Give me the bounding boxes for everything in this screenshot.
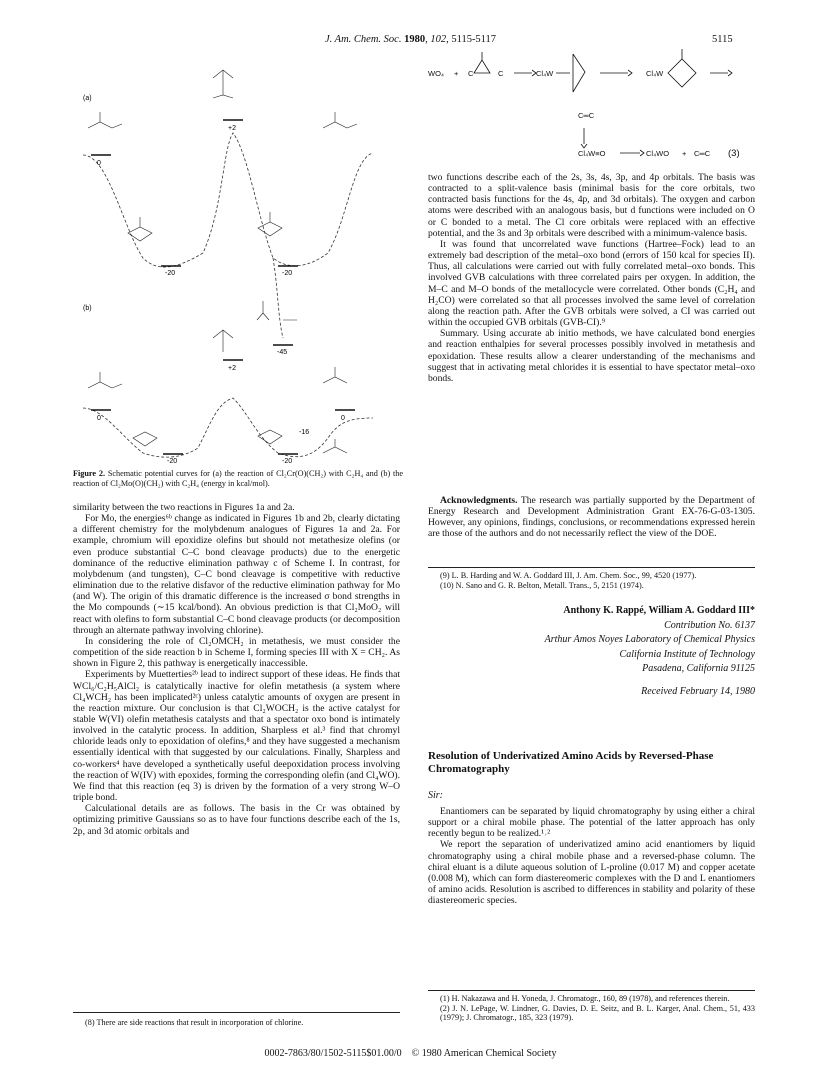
journal-volume: 102 bbox=[430, 34, 447, 45]
eq3-plus2: + bbox=[682, 149, 687, 158]
eq3-c2: C bbox=[498, 69, 504, 78]
energy-a-0: 0 bbox=[97, 160, 101, 167]
structure-sketch bbox=[213, 330, 233, 352]
structure-sketch bbox=[133, 432, 157, 446]
paragraph: It was found that uncorrelated wave functions (Hartree–Fock) lead to an extremely bad description of the metal–oxo bond (errors of 150 kcal for species II). Thus, all calculations were carried out with fully correlated metal–oxo bonds. This involved GVB calculations with three correlated pairs per oxygen. In addition, the M–C and M–O bonds of the metallocycle were correlated. Other bonds (C₂H₄ and H₂CO) were correlated so that all processes involved the same level of correlation along the reaction path. After the GVB orbitals were solved, a CI was carried out within the occupied GVB orbitals (GVB-CI).⁹ bbox=[428, 238, 755, 329]
sir: Sir: bbox=[428, 790, 443, 801]
footer bbox=[0, 1048, 821, 1059]
footnote-9: (9) L. B. Harding and W. A. Goddard III, J. Am. Chem. Soc., 99, 4520 (1977). bbox=[440, 571, 697, 580]
left-column bbox=[73, 502, 400, 837]
journal-pages: , 5115-5117 bbox=[446, 34, 497, 45]
equation-3 bbox=[428, 40, 758, 165]
footnotes-1-2 bbox=[428, 994, 755, 1023]
energy-b-20a: -20 bbox=[167, 458, 178, 465]
structure-sketch bbox=[258, 430, 282, 444]
eq3-w-triple-o: Cl₄W≡O bbox=[578, 149, 606, 158]
footnotes-9-10 bbox=[428, 571, 755, 590]
structure-sketch bbox=[88, 372, 122, 388]
panel-a-label: (a) bbox=[83, 95, 92, 102]
right-column-top bbox=[428, 172, 755, 384]
page-number: 5115 bbox=[712, 34, 733, 45]
energy-a-45: -45 bbox=[277, 349, 288, 356]
arrowhead-down bbox=[581, 144, 587, 148]
article-2-title: Resolution of Underivatized Amino Acids by Reversed-Phase Chromatography bbox=[428, 750, 714, 775]
eq3-cl4wo: Cl₄WO bbox=[646, 149, 670, 158]
paragraph: We report the separation of underivatized amino acid enantiomers by liquid chromatography using a chiral mobile phase and a reversed-phase column. The chiral eluant is a dilute aqueous solution of L-proline (0.017 M) and copper acetate (0.008 M), which can form diastereomeric complexes with the D and L enantiomers of amino acids. Resolution is ascribed to differences in stability and polarity of these diastereomeric species. bbox=[428, 839, 755, 907]
eq3-c1: C bbox=[468, 69, 474, 78]
footnote-8: (8) There are side reactions that result in incorporation of chlorine. bbox=[85, 1018, 304, 1027]
received-date: Received February 14, 1980 bbox=[641, 685, 755, 697]
structure-sketch bbox=[258, 212, 282, 236]
paragraph: two functions describe each of the 2s, 3s, 4s, 3p, and 4p orbitals. The basis was contracted to a split-valence basis (minimal basis for the core orbitals, two contracted basis functions for the 4s, 4p, and 3d orbitals). The oxygen and carbon atoms were described with an analogous basis, but d functions were included on O or C bonded to a metal. The Cl core orbitals were replaced with an effective potential, and the 3s and 3p orbitals were described with a minimum-valence basis. bbox=[428, 172, 755, 239]
panel-b-label: (b) bbox=[83, 305, 92, 312]
right-column-article-2 bbox=[428, 806, 755, 906]
paragraph: In considering the role of Cl₂OMCH₂ in metathesis, we must consider the competition of the side reaction b in Scheme I, forming species III with X = CH₂. As shown in Figure 2, this pathway is energetically inaccessible. bbox=[73, 635, 400, 670]
eq3-c-eq-c: C═C bbox=[578, 111, 595, 120]
paragraph: Calculational details are as follows. The basis in the Cr was obtained by optimizing primitive Gaussians so as to have four functions describe each of the 1s, 2p, and 3d atomic orbitals and bbox=[73, 803, 400, 837]
energy-b-2: +2 bbox=[228, 365, 236, 372]
figure-2 bbox=[73, 58, 403, 468]
arrowhead-3 bbox=[728, 70, 732, 76]
eq3-number: (3) bbox=[728, 148, 740, 159]
energy-b-0b: 0 bbox=[341, 415, 345, 422]
epoxide-ring bbox=[474, 52, 490, 73]
footnote-1: (1) H. Nakazawa and H. Yoneda, J. Chromatogr., 160, 89 (1978), and references therein. bbox=[440, 994, 730, 1003]
paragraph: Summary. Using accurate ab initio methods, we have calculated bond energies and reaction enthalpies for several processes possibly involved in metathesis and epoxidation. These results allow a clearer understanding of the mechanisms and suggest that in activating metal chlorides it is essential to have spectator metal–oxo bonds. bbox=[428, 328, 755, 384]
authors: Anthony K. Rappé, William A. Goddard III* bbox=[563, 605, 755, 616]
journal-name: J. Am. Chem. Soc. bbox=[324, 34, 402, 45]
running-header: J. Am. Chem. Soc. 1980, 102, 5115-5117 bbox=[324, 34, 497, 45]
structure-sketch bbox=[213, 70, 233, 98]
eq3-ethylene: C═C bbox=[694, 149, 711, 158]
curve-b bbox=[83, 398, 373, 457]
structure-sketch bbox=[88, 112, 122, 128]
arrowhead-2 bbox=[628, 70, 632, 76]
journal-year: 1980 bbox=[404, 34, 426, 45]
city: Pasadena, California 91125 bbox=[642, 663, 755, 674]
energy-b-20b: -20 bbox=[282, 458, 293, 465]
energy-a-20a: -20 bbox=[165, 270, 176, 277]
footer-copyright: © 1980 American Chemical Society bbox=[411, 1048, 557, 1059]
ack-text: The research was partially supported by the Department of Energy Research and Development Administration Grant EX-76-G-03-1305. However, any opinions, findings, conclusions, or recommendations expressed herein are those of the authors and do not necessarily reflect the view of the DOE. bbox=[428, 495, 755, 540]
footnote-2: (2) J. N. LePage, W. Lindner, G. Davies, D. E. Seitz, and B. L. Karger, Anal. Chem., 51, 433 (1979); J. Chromatogr., 185, 323 (1979). bbox=[440, 1003, 755, 1023]
paragraph: For Mo, the energies⁶ᵇ change as indicated in Figures 1b and 2b, clearly dictating a different chemistry for the molybdenum analogues of Figures 1a and 2a. For example, chromium will epoxidize olefins but should not metathesize olefins (or even produce substantial C–C bond cleavage products) due to the energetic dominance of the reductive elimination pathway c of Scheme I. In contrast, for molybdenum (and tungsten), C–C bond cleavage is competitive with reductive elimination due to the relative disfavor of the reductive elimination pathway for Mo (and W). The origin of this dramatic difference is the increased σ bond strengths in the Mo compounds (∼15 kcal/bond). An obvious prediction is that Cl₂MoO₂ will react with olefins to form substantial C–C bond cleavage products (or decomposition through an alternate pathway involving chlorine). bbox=[73, 513, 400, 636]
footer-code: 0002-7863/80/1502-5115$01.00/0 bbox=[264, 1048, 402, 1059]
contribution: Contribution No. 6137 bbox=[664, 619, 755, 631]
paragraph: similarity between the two reactions in Figures 1a and 2a. bbox=[73, 502, 295, 513]
oxametallacycle bbox=[668, 49, 696, 87]
eq3-plus1: + bbox=[454, 69, 459, 78]
structure-sketch bbox=[257, 301, 297, 320]
figure-2-caption bbox=[73, 469, 403, 488]
metallacycle bbox=[556, 54, 585, 92]
ack-label: Acknowledgments. bbox=[440, 495, 518, 506]
structure-sketch bbox=[323, 112, 357, 128]
institution: California Institute of Technology bbox=[619, 648, 755, 660]
energy-b-0: 0 bbox=[97, 415, 101, 422]
eq3-wo4: WO₄ bbox=[428, 69, 444, 78]
footnote-10: (10) N. Sano and G. R. Belton, Metall. Trans., 5, 2151 (1974). bbox=[440, 580, 644, 590]
eq3-cl4w-1: Cl₄W bbox=[536, 69, 554, 78]
lab: Arthur Amos Noyes Laboratory of Chemical Physics bbox=[544, 634, 755, 645]
arrowhead-4 bbox=[640, 150, 644, 156]
footnote-rule bbox=[428, 567, 755, 568]
author-block bbox=[428, 604, 755, 699]
curve-a bbox=[83, 133, 373, 267]
structure-sketch bbox=[128, 217, 152, 241]
structure-sketch bbox=[323, 367, 347, 383]
paragraph: Enantiomers can be separated by liquid chromatography by using either a chiral support or a chiral mobile phase. The potential of the latter approach has only recently begun to be realized.¹˒² bbox=[428, 806, 755, 840]
paragraph: Experiments by Muetterties²ᵇ lead to indirect support of these ideas. He finds that WCl₆/C₂H₅AlCl₂ is catalytically inactive for olefin metathesis (a system where Cl₄WCH₂ has been implicated²ᶜ) unless catalytic amounts of oxygen are present in the reaction mixture. Our conclusion is that Cl₂WOCH₂ is the active catalyst for stable W(VI) olefin metathesis catalysts and that a spectator oxo bond is intimately involved in the catalytic process. In addition, Sharpless et al.³ find that chromyl chloride leads only to epoxidation of olefins,⁸ and they have suggested a mechanism essentially identical with that suggested by our calculations. Finally, Sharpless and co-workers⁴ have developed a synthetically useful deepoxidation process involving the reaction of W(IV) with epoxides, forming the corresponding olefin (and Cl₄WO). We find that this reaction (eq 3) is driven by the formation of a very strong W–O triple bond. bbox=[73, 669, 400, 804]
eq3-cl4w-2: Cl₄W bbox=[646, 69, 664, 78]
caption-label: Figure 2. bbox=[73, 469, 105, 478]
energy-a-2: +2 bbox=[228, 125, 236, 132]
acknowledgments bbox=[428, 495, 755, 540]
energy-b-16: -16 bbox=[299, 429, 310, 436]
caption-text: Schematic potential curves for (a) the reaction of Cl₂Cr(O)(CH₂) with C₂H₄ and (b) the reaction of Cl₂Mo(O)(CH₂) with C₂H₄ (energy in kcal/mol). bbox=[73, 469, 404, 488]
footnote-rule bbox=[73, 1012, 400, 1013]
energy-a-20b: -20 bbox=[282, 270, 293, 277]
structure-sketch bbox=[323, 439, 347, 453]
footnote-rule bbox=[428, 990, 755, 991]
